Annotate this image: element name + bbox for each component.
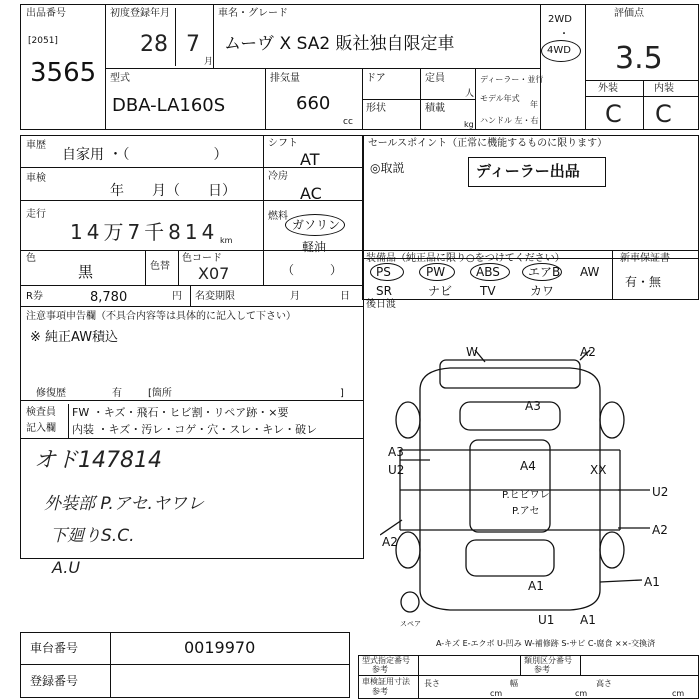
shift-label: シフト (268, 138, 298, 149)
equipment-label: 装備品（純正品に限り○をつけてください） (366, 253, 565, 264)
bottom-ref-1: 参考 (372, 665, 388, 674)
recycle-label: R券 (26, 291, 43, 302)
mark-a1-right: A1 (644, 575, 660, 589)
color-code: X07 (198, 264, 230, 283)
mark-a2-left: A2 (382, 535, 398, 549)
sales-manual: ◎取説 (370, 161, 405, 175)
score-int: C (655, 100, 672, 128)
reg-expiry-month: 月 (290, 291, 300, 302)
vehicle-label: 車名・グレード (218, 8, 288, 19)
lot-label: 出品番号 (26, 8, 66, 19)
displacement-unit: cc (343, 117, 353, 127)
vehicle-name: ムーヴ X SA2 販社独自限定車 (224, 34, 455, 54)
color-code-label: 色コード (182, 253, 222, 264)
inspector-row-2: 内装 ・キズ・汚レ・コゲ・穴・スレ・キレ・破レ (72, 423, 318, 436)
score-ext-label: 外装 (598, 83, 618, 94)
capacity-unit: 人 (465, 89, 475, 99)
score-value: 3.5 (615, 41, 663, 76)
dealer-badge: ディーラー出品 (476, 162, 580, 180)
model-year-label: モデル年式 (480, 94, 520, 103)
notes-label: 注意事項申告欄（不具合内容等は具体的に記入して下さい） (26, 311, 296, 322)
bottom-class-num: 類別区分番号 (524, 656, 572, 665)
fuel-label: 燃料 (268, 211, 288, 222)
mark-spare: スペア (400, 620, 421, 628)
fuel-other: （ ） (282, 263, 343, 277)
model-value: DBA-LA160S (112, 95, 226, 116)
notes-content: ※ 純正AW積込 (30, 330, 119, 345)
repair-close: ] (340, 388, 344, 399)
capacity-label: 定員 (425, 73, 445, 84)
equip-airbag: エアB (528, 265, 561, 279)
mark-p-fade: P.アセ (512, 506, 540, 517)
inspector-label-1: 検査員 (26, 407, 56, 418)
shape-label: 形状 (366, 103, 386, 114)
bottom-height: 高さ (596, 679, 612, 688)
bottom-unit-2: cm (575, 689, 588, 698)
auction-code: [2051] (28, 36, 58, 46)
mark-a2-right: A2 (652, 523, 668, 537)
inspector-row-1: FW ・キズ・飛石・ヒビ割・リペア跡・×要 (72, 406, 289, 419)
model-label: 型式 (110, 73, 130, 84)
mark-a1-rear: A1 (528, 579, 544, 593)
bottom-cert: 車検証用寸法 (362, 677, 410, 686)
fuel-diesel: 軽油 (302, 240, 327, 254)
car-windshield (460, 402, 560, 430)
recycle-value: 8,780 (90, 290, 128, 305)
score-int-label: 内装 (654, 83, 674, 94)
mileage-value: 14万7千814 (70, 220, 219, 244)
score-ext: C (605, 100, 622, 128)
equip-tv: TV (480, 284, 496, 298)
mark-p-crack: P.ヒビワレ (502, 490, 550, 501)
bottom-ref-2: 参考 (534, 665, 550, 674)
mark-w: W (466, 345, 478, 359)
reg-expiry-day: 日 (340, 291, 350, 302)
bottom-length: 長さ (424, 679, 440, 688)
legend: A-キズ E-エクボ U-凹み W-補修跡 S-サビ C-腐食 ××-交換済 (436, 639, 656, 648)
color-label: 色 (26, 253, 36, 264)
reg-expiry-label: 名変期限 (195, 291, 235, 302)
mark-a3-left: A3 (388, 445, 404, 459)
mark-a1-bottom: A1 (580, 613, 596, 627)
fuel-gas: ガソリン (292, 218, 341, 232)
car-front-bumper (440, 360, 580, 388)
mark-a2-top: A2 (580, 345, 596, 359)
lot-number: 3565 (30, 58, 97, 88)
handle-label: ハンドル 左・右 (480, 116, 539, 125)
mileage-unit: km (220, 236, 233, 245)
registration-label: 登録番号 (30, 674, 79, 688)
recycle-unit: 円 (172, 291, 182, 302)
model-year-unit: 年 (530, 100, 538, 109)
equip-ps: PS (376, 265, 391, 279)
wheel-fl (396, 402, 420, 438)
first-reg-month-unit: 月 (204, 57, 214, 67)
mark-a4: A4 (520, 459, 536, 473)
handwritten-line-1: 外装部 P.アセ.ヤワレ (44, 494, 204, 514)
equip-navi: ナビ (428, 284, 453, 298)
warranty-label: 新車保証書 (620, 253, 670, 264)
bottom-model-num: 型式指定番号 (362, 656, 410, 665)
handwritten-odo: オド147814 (34, 448, 162, 473)
equip-abs-circle (470, 263, 510, 281)
doors-label: ドア (366, 73, 386, 84)
inspector-label-2: 記入欄 (26, 423, 56, 434)
first-reg-year: 28 (140, 32, 168, 57)
equip-abs: ABS (476, 265, 500, 279)
color-change-label: 色替 (150, 261, 170, 272)
shift-value: AT (300, 150, 320, 169)
repair-value: 有 (112, 388, 122, 399)
mark-u1: U1 (538, 613, 555, 627)
chassis-label: 車台番号 (30, 641, 79, 655)
inspection-value: 年 月（ 日） (110, 183, 236, 199)
handwritten-line-3: A.U (52, 558, 81, 577)
equip-ps-circle (370, 263, 404, 281)
displacement-label: 排気量 (270, 73, 300, 84)
back-date-label: 後日渡 (366, 299, 396, 310)
history-value: 自家用 ・（ ） (62, 147, 228, 163)
car-roof (470, 440, 550, 532)
equip-aw: AW (580, 265, 600, 279)
ac-value: AC (300, 184, 322, 203)
equip-leather: カワ (530, 284, 555, 298)
equip-airbag-circle (522, 263, 562, 281)
wheel-rr (600, 532, 624, 568)
equip-pw: PW (426, 265, 446, 279)
repair-location: [箇所 (148, 388, 172, 399)
sales-point-frame (362, 135, 699, 259)
mark-xx: XX (590, 463, 607, 477)
bottom-unit-3: cm (672, 689, 685, 698)
score-label: 評価点 (614, 8, 644, 19)
chassis-value: 0019970 (184, 638, 256, 657)
bottom-cert-ref: 参考 (372, 687, 388, 696)
repair-label: 修復歴 (36, 388, 66, 399)
ac-label: 冷房 (268, 171, 288, 182)
warranty-value: 有・無 (625, 275, 662, 289)
car-damage-diagram (380, 340, 680, 630)
load-label: 積載 (425, 103, 445, 114)
bottom-unit-1: cm (490, 689, 503, 698)
load-unit: kg (464, 120, 474, 129)
handwritten-line-2: 下廻りS.C. (50, 526, 135, 546)
spare-tire (401, 592, 419, 612)
bottom-width: 幅 (510, 679, 518, 688)
displacement-value: 660 (296, 93, 331, 114)
equip-sr: SR (376, 284, 392, 298)
history-label: 車歴 (26, 140, 46, 151)
drive-dot: ・ (559, 29, 569, 40)
drive-2wd: 2WD (548, 14, 572, 25)
first-reg-label: 初度登録年月 (110, 8, 170, 19)
color-value: 黒 (78, 263, 94, 281)
wheel-rl (396, 532, 420, 568)
car-body-top (420, 368, 600, 490)
car-rear-window (466, 540, 554, 576)
sales-point-label: セールスポイント（正常に機能するものに限ります） (368, 138, 608, 149)
mark-u2-right: U2 (652, 485, 669, 499)
drive-4wd: 4WD (547, 45, 571, 56)
inspection-label: 車検 (26, 173, 46, 184)
mark-a3-hood: A3 (525, 399, 541, 413)
wheel-fr (600, 402, 624, 438)
equip-pw-circle (419, 263, 455, 281)
dealer-import-label: ディーラー・並行 (480, 75, 544, 84)
first-reg-month: 7 (186, 32, 200, 57)
car-body-bottom (420, 490, 600, 610)
mark-u2-left: U2 (388, 463, 405, 477)
mileage-label: 走行 (26, 209, 46, 220)
